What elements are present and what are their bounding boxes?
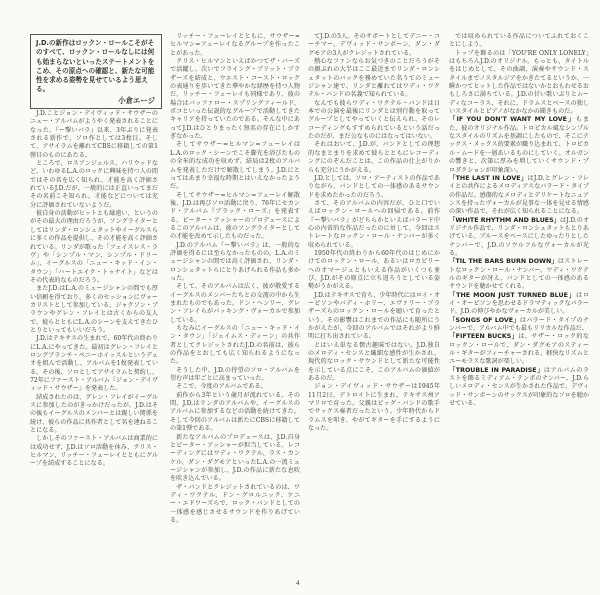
- paragraph: 彼自身の活動がヒットとも縁遠い、というのがその最大の理由だろうが、ソングライターとしてはリンダ・ロンシュタットやイーグルスらに多くの作品を提供し、その才能を高く評価されている。リンダが歌った「フェイスレス・ラヴ」や「シンプル・マン、シンプル・ドリーム」、イーグルスの「ニュー・キッド・イン・タウン」「ハートエイク・トゥナイト」などはその代表的なものだろう。: [30, 210, 158, 284]
- song-title: 「IF YOU DON'T WANT MY LOVE」: [449, 116, 576, 124]
- song-title: 「THE LAST IN LOVE」: [449, 174, 528, 182]
- paragraph: J.D.はテキサスの生まれで、60年代の終わりにL.A.にやってきた。最初はグレン・フレイとロングブランチ・ペニーホイッスルというデュオを組んで活動し、アルバムを1枚発表している。その後、ソロとしてアサイラムと契約し、72年にファースト・アルバム『ジョン・デイヴィッド・サウザー』を発表した。: [30, 335, 158, 393]
- paragraph: そしてサウザー=ヒルマン=フューレイはL.A.のロック・シーンでこそ脚光を浴びたものの全米的な成功を収めず、結局は2枚のアルバムを発表しただけで解散してしまう。J.D.にとってはあまり幸福な時期とはいえなかったようだ。: [170, 141, 300, 191]
- paragraph: しかしそのファースト・アルバムは商業的には成功せず、J.D.はソロ活動を休み、クリス・ヒルマン、リッチー・フューレイとともにグループを結成することになる。: [30, 435, 158, 468]
- song-commentary: [449, 33, 589, 50]
- song-commentary: [449, 258, 589, 291]
- paragraph: 結成されたのは、グレン・フレイがイーグルスに参加したのがきっかけだったが、J.D.はその後もイーグルスのメンバーとは親しい関係を続け、彼らの作品に共作者として名を連ねることになる。: [30, 393, 158, 435]
- paragraph: なんでも彼らワディ・ワクテル・バンドは日本での公演を最後にリンダとは別行動を取ってグループとしてやっていくと伝えられ、そのレコーディングもすすめられているという話だったのだが、まだ公なものにはなってはいない。: [308, 99, 440, 141]
- paragraph: それはおいて、J.D.が、バンドとしての理想的なまとまりを求めて彼らとともにレコーディングにのぞんだことは、この作品の仕上がりからも充分にうかがえる。: [308, 141, 440, 174]
- paragraph: そしてサウザー=ヒルマン=フューレイ解散後、J.D.は再びソロ活動に戻り、76年にセカンド・アルバム『ブラック・ローズ』を発表する。ピーター・アッシャーのプロデュースによるこのアルバムは、彼のソングライターとしての才能を改めて示したものだった。: [170, 191, 300, 241]
- author-name: 小倉エージ: [118, 95, 155, 105]
- paragraph: リッチー・フューレイとともに、サウザー=ヒルマン=フューレイなるグループを作ったことがあった。: [170, 33, 300, 57]
- paragraph: てJ.D.の5人。そのサポートとしてデニー・コーチマー、デヴィッド・サンボーン、ダン・ダグモアの3人がクレジットされている。: [308, 33, 440, 57]
- commentary-text: はロイ・オービソンを思わせるドラマティックなバラード。J.D.の伸びやかなヴォーカルが美しい。: [449, 291, 589, 316]
- song-commentary: [449, 175, 589, 217]
- text-column-4: [449, 33, 589, 573]
- text-column-3: [308, 33, 440, 573]
- paragraph: ちなみにイーグルスの「ニュー・キッド・イン・タウン」「ジェイムス・ディーン」の共作者としてクレジットされたJ.D.の名前は、彼らの作品をとおしても広く知られるようになった。: [170, 325, 300, 366]
- song-commentary: [449, 333, 589, 366]
- paragraph: 1950年代の終わりから60年代のはじめにかけてのロックン・ロール、あるいはロカビリーへのオマージュともいえる作品がいくつも並び、J.D.がその原点に立ち返ろうとしている姿勢がうかがえる。: [308, 249, 440, 291]
- paragraph: またJ.D.はL.A.のミュージシャンの間でも厚い信頼を得ており、多くのセッションにヴォーカリストとして参加している。ジャクソン・ブラウンやグレン・フレイとは古くからの友人で、彼らとともにL.A.のシーンを支えてきたひとりといってもいいだろう。: [30, 285, 158, 334]
- paragraph: J.D.ことジョン・デイヴィッド・サウザーのニュー・アルバムがようやく発表されることになった。『ー撃いバラ』以来、3年ぶりに発表される新作で、ソロ作としては3枚目。そして、アサイラムを離れてCBSに移籍しての第1弾目のものにあたる。: [30, 110, 158, 159]
- text-column-2: [170, 33, 300, 573]
- song-commentary: [449, 317, 589, 334]
- commentary-text: はアルバムのラストを飾るミディアム・テンポのナンバー。J.D.らしいメロディ・センスが生かされた作品で、デヴィッド・サンボーンのサックスが印象的なソロを聴かせている。: [449, 366, 589, 408]
- song-commentary: [449, 116, 589, 174]
- song-commentary: [449, 217, 589, 259]
- commentary-text: はストレートなロックン・ロール・ナンバー。ワディ・ワクテルのギターが冴え、バンドとしての一体感のあるサウンドを聴かせてくれる。: [449, 258, 589, 291]
- paragraph: そして、そのアルバムは広く、彼が敬愛するイーグルスのメンバーたちとの交流の中から生まれたものでもあった。ドン・ヘンリー、グレン・フレイらがバッキング・ヴォーカルで参加している。: [170, 283, 300, 324]
- song-title: 「WHITE RHYTHM AND BLUES」: [449, 216, 561, 224]
- intro-quote-text: J.D.の新作はロックン・ロールこそがそのすべて、ロックン・ロールなしには何も始まらないといったステートメントをこめ、その原点への確認と、新たな可能性を求める姿勢を見せているよう思える。: [36, 39, 155, 94]
- paragraph: ところで、ロスアンジェルス、ハリウッドなど、いわゆるL.A.のロックに興味を持つ人の間ではその名を広く知られ、才能を高く評価されているJ.D.だが、一般的には正直いってまだその名前こそ知られ、才能などについては充分に評価されていないようだ。: [30, 160, 158, 209]
- song-commentary: [449, 50, 589, 117]
- commentary-text: では収められている作品についてふれておくことにしよう。: [449, 33, 589, 49]
- paragraph: 熱心なファンならお気づきのことだろうがその顔ぶれの大半はここ最近までリンダ・ロンシュタットのバックを務めていた名うてのミュージシャン達で、リンダと離れてはワディ・ワクテル・バンドの名義で知られている。: [308, 58, 440, 99]
- paragraph: 前作から3年という歳月が流れている。その間、J.D.はリンダのアルバムや、イーグルスのアルバムに参加するなどの活動を続けてきた。そして今回のアルバムは新たにCBSに移籍しての第1弾である。: [170, 391, 300, 433]
- paragraph: そうした中、J.D.の待望のソロ・アルバムを望む声は年ごとに高まっていった。: [170, 366, 300, 383]
- commentary-text: はJ.D.とグレン・フレイとの共作によるメロディアスなバラード・タイプの作品だ。感傷的なメロディとデリケートなニュアンスを持ったヴォーカルが見事な一体を見せる情感の深い作品で、それが広く知られることになる。: [449, 174, 589, 216]
- commentary-text: はJ.D.のオリジナル作品で、リンダ・ロンシュタットもとりあげている。ブルースをベースにしたゆったりとしたナンバーで、J.D.のソウルフルなヴォーカルが光る。: [449, 216, 589, 257]
- song-title: 「TIL THE BARS BURN DOWN」: [449, 258, 558, 266]
- paragraph: とはいえ単なる懐古趣味ではない。J.D.独自のメロディ・センスと繊細な感性が生かされ、現代的なロック・サウンドとして新たな可能性を示している点にこそ、このアルバムの価値があるのだ。: [308, 341, 440, 383]
- song-commentary: [449, 367, 589, 409]
- paragraph: ジョン・デイヴィッド・サウザーは1945年11月2日、デトロイトに生まれ、テキサス州アマリロで育った。父親はビッグ・バンドの歌手でサックス奏者だったという。少年時代からドラムスを叩き、やがてギターを手にするようになった。: [308, 383, 440, 433]
- song-commentary: [449, 292, 589, 317]
- paragraph: さて、そのアルバムの内容だが、ひと口でいえばロックン・ロールへの回帰である。前作『ー撃いバラ』がどちらかといえばバラード中心の内省的な作品だったのに対して、今回はストレートなロックン・ロール・ナンバーが多く収められている。: [308, 199, 440, 249]
- intro-quote-box: [30, 34, 162, 109]
- paragraph: クリス・ヒルマンといえばかつてザ・バーズで活躍し、次いでフライング・ブリット・ブラザーズを結成と、ウエスト・コースト・ロックの表通りを歩いてきた華やかな経歴を持つ人物だ。リッチー・フューレイも同様であり、彼の場合はバッファロー・スプリングフィールド、ポコといった伝説的なグループで活動してきたキャリアを持っていたのである。そんな中にあってJ.D.はひとりまったく無名の存在にしかすぎなかった。: [170, 58, 300, 141]
- commentary-text: は、サザー・ロック的なロックン・ロールで、ダン・ダグモアのスティール・ギターがフィーチャーされる。軽快なリズムとユーモラスな歌詞が楽しい。: [449, 333, 589, 366]
- song-title: 「THE MOON JUST TURNED BLUE」: [449, 291, 576, 299]
- commentary-text: はバラード・タイプのナンバーで、アルバム中でも最もリリカルな作品だ。: [449, 316, 589, 333]
- paragraph: J.D.のアルバム『ー撃いバラ』は、一般的な評価を得るには至らなかったものの、L.A.のミュージシャンの間では高く評価され、リンダ・ロンシュタットらにとりあげられる作品も多かった。: [170, 241, 300, 282]
- page-number: 4: [296, 580, 300, 587]
- paragraph: ザ・バンドとクレジットされているのは、ワディ・ワクテル、ドン・グロルニック、ケニー・エドワーズらで、ロック・バンドとしての一体感を感じさせるサウンドを作りあげている。: [170, 483, 300, 524]
- text-column-1: [30, 110, 158, 573]
- song-title: 「TROUBLE IN PARADISE」: [449, 366, 544, 374]
- commentary-text: もまた、彼のオリジナル作品。トロピカル風なシンプルなスタイルのリズムを基調にしたもので、そこにテックス・メックス的要素が織り込まれて、トロピカル・ムードを一層あいるものにしていく。オルガンの響きと、次第に厚みを増していくサウンド・プロダクションが印象深い。: [449, 116, 589, 174]
- paragraph: 新たなアルバムのプロデュースは、J.D.自身とピーター・アッシャーが担当している。レコーディングにはワディ・ワクテル、ラス・カンケル、ダン・ダグモアといったL.A.の一流ミュージシャンが参加し、J.D.の作品に新たな息吹を吹き込んでいる。: [170, 433, 300, 483]
- paragraph: J.D.はテキサスで育ち、少年時代にはロイ・オービソンやバディ・ホリー、エヴァリー・ブラザーズらのロックン・ロールを聴いて育ったという。その影響はこれまでの作品にも随所にうかがえたが、今回のアルバムではそれがより鮮明に打ち出されている。: [308, 291, 440, 341]
- song-title: 「FIFTEEN BUCKS」: [449, 333, 519, 341]
- paragraph: そこで、今度のアルバムである。: [176, 383, 267, 391]
- paragraph: J.D.としては、ソロ・アーティストの作品でありながら、バンドとしての一体感のあるサウンドを求めたかったのだろう。: [308, 174, 440, 199]
- commentary-text: トップを飾るのは「YOU'RE ONLY LONELY」はもちろんJ.D.のオリジナル。もっとも、タイトルをはじめとして、その曲調、演奏やサウンド・スタイルまでノスタルジアをかきたてるというか、一瞬かつてヒットした作品ではないかとおもわせるおもしろさに満ちている。J.D.の甘い歌いぶりとムーディなコーラス、それに、ドラムスとベースの独しいスタイルとピアノがなかなかの聞きものだ。: [449, 49, 589, 116]
- song-title: 「SONGS OF LOVE」: [449, 316, 520, 324]
